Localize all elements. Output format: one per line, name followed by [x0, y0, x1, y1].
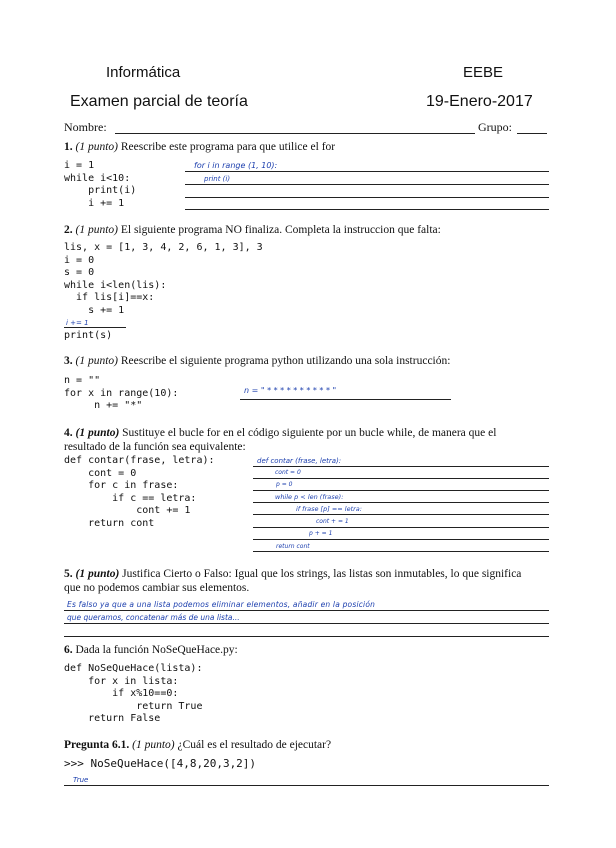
q4-handwritten-answer: cont + = 1 [316, 518, 349, 525]
q4-answer-line [253, 551, 549, 552]
school-name: EEBE [463, 64, 504, 81]
q4-answer-line [253, 514, 549, 515]
q4-handwritten-answer: p + = 1 [309, 530, 333, 537]
q6-prompt: 6. Dada la función NoSeQueHace.py: [64, 644, 238, 656]
q4-answer-line [253, 539, 549, 540]
q5-handwritten-answer: Es falso ya que a una lista podemos eliminar elementos, añadir en la posición [67, 600, 376, 609]
exam-date: 19-Enero-2017 [426, 93, 533, 110]
q4-handwritten-answer: while p < len (frase): [275, 493, 344, 501]
q4-prompt-1: 4. (1 punto) Sustituye el bucle for en el código siguiente por un bucle while, de manera que el [64, 427, 497, 439]
name-line [115, 133, 475, 134]
q61-handwritten-answer: True [73, 776, 89, 784]
q5-answer-line [64, 623, 549, 624]
q1-answer-line [185, 171, 549, 172]
q2-prompt: 2. (1 punto) El siguiente programa NO finaliza. Completa la instruccion que falta: [64, 224, 441, 236]
q4-answer-line [253, 478, 549, 479]
q4-answer-line [253, 527, 549, 528]
q4-prompt-2: resultado de la función sea equivalente: [64, 441, 246, 453]
q3-handwritten-answer: n = " * * * * * * * * * * " [244, 386, 337, 395]
q3-prompt: 3. (1 punto) Reescribe el siguiente programa python utilizando una sola instrucción: [64, 355, 451, 367]
group-label: Grupo: [478, 120, 512, 134]
q3-answer-line [240, 399, 451, 400]
q2-code-end: print(s) [64, 330, 113, 341]
q61-repl-call: >>> NoSeQueHace([4,8,20,3,2]) [64, 757, 257, 770]
q6-code: def NoSeQueHace(lista): for x in lista: if x%10==0: return True return False [64, 663, 203, 724]
q1-handwritten-answer: for i in range (1, 10): [194, 161, 278, 170]
q4-handwritten-answer: if frase [p] == letra: [296, 505, 362, 513]
q1-handwritten-answer: print (i) [204, 175, 231, 183]
q61-prompt: Pregunta 6.1. (1 punto) ¿Cuál es el resultado de ejecutar? [64, 739, 332, 751]
exam-title: Examen parcial de teoría [70, 93, 248, 110]
q5-answer-line [64, 610, 549, 611]
q4-handwritten-answer: p = 0 [276, 481, 293, 488]
q3-code: n = "" for x in range(10): n += "*" [64, 375, 179, 411]
q5-prompt-2: que no podemos cambiar sus elementos. [64, 582, 250, 594]
q5-prompt-1: 5. (1 punto) Justifica Cierto o Falso: Igual que los strings, las listas son inmutables, lo que significa [64, 568, 522, 580]
q1-code: i = 1 while i<10: print(i) i += 1 [64, 160, 137, 209]
name-label: Nombre: [64, 120, 107, 134]
q1-prompt: 1. (1 punto) Reescribe este programa para que utilice el for [64, 141, 336, 153]
q2-handwritten-answer: i += 1 [66, 319, 89, 327]
q1-answer-line [185, 197, 549, 198]
subject-title: Informática [106, 64, 181, 81]
q4-handwritten-answer: cont = 0 [275, 469, 301, 476]
q2-answer-line [64, 327, 126, 328]
q4-code: def contar(frase, letra): cont = 0 for c in frase: if c == letra: cont += 1 return cont [64, 455, 215, 529]
q4-handwritten-answer: def contar (frase, letra): [257, 457, 342, 465]
q2-code: lis, x = [1, 3, 4, 2, 6, 1, 3], 3 i = 0 s = 0 while i<len(lis): if lis[i]==x: s += 1 [64, 242, 263, 316]
group-line [517, 133, 547, 134]
q4-answer-line [253, 466, 549, 467]
q1-answer-line [185, 184, 549, 185]
q5-handwritten-answer: que queramos, concatenar más de una lista... [67, 613, 240, 622]
q5-answer-line [64, 636, 549, 637]
q4-answer-line [253, 502, 549, 503]
q4-handwritten-answer: return cont [276, 543, 310, 550]
q4-answer-line [253, 490, 549, 491]
q1-answer-line [185, 209, 549, 210]
q61-answer-line [64, 785, 549, 786]
